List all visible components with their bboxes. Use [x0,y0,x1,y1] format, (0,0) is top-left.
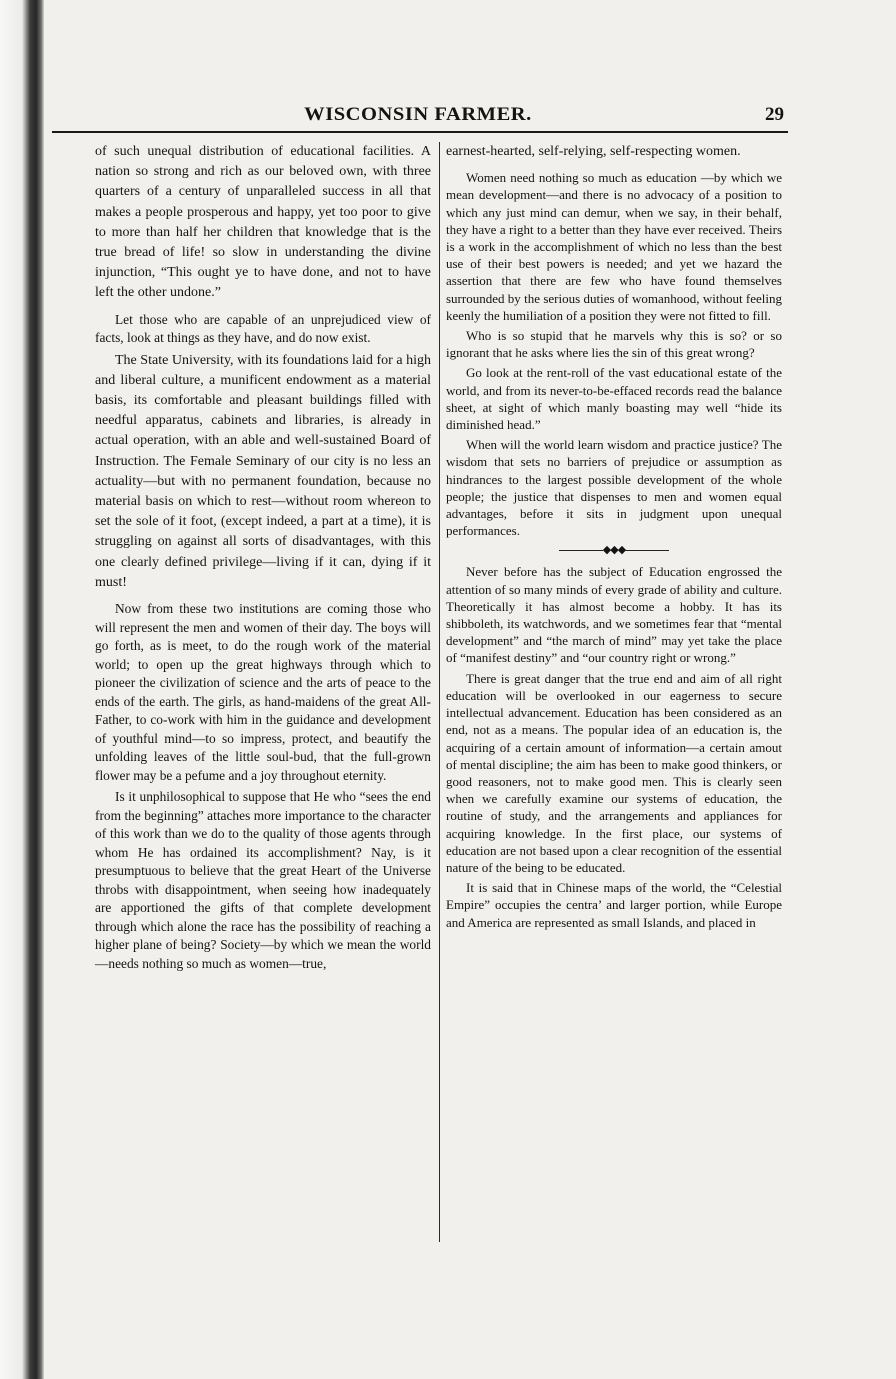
paragraph: Let those who are capable of an unprejudiced view of facts, look at things as they have, and do now exist. [95,311,431,346]
paragraph: Is it unphilosophical to suppose that He who “sees the end from the beginning” attaches more importance to the character of this work than we do to the quality of those agents through whom He has ordained its accomplishment? Nay, is it presumptuous to believe that the great Heart of the Universe throbs with disappointment, when seeing how inadequately are apportioned the gifts of that complete development through which alone the race has the possibility of reaching a higher plane of being? Society—by which we mean the world —needs nothing so much as women—true, [95,789,431,971]
journal-title: WISCONSIN FARMER. [304,104,532,125]
paragraph: The State University, with its foundations laid for a high and liberal culture, a munificent endowment as a material basis, its comfortable and pleasant buildings filled with needful apparatus, cabinets and libraries, is already in actual operation, with an able and well-sustained Board of Instruction. The Female Seminary of our city is no less an actuality—but with no permanent foundation, because no material basis on which to rest—without room whereon to set the sole of it foot, (except indeed, a part at a time), it is struggling on against all sorts of disadvantages, with this one clearly defined privilege—living if it can, dying if it must! [95,352,431,590]
section-ornament: ◆◆◆ [446,543,782,557]
paragraph: of such unequal distribution of educational facilities. A nation so strong and rich as our beloved own, with three quarters of a century of unparalleled success in all that makes a people prosperous and happy, yet too poor to give to more than half her children that knowledge that is the true bread of life! so slow in understanding the divine injunction, “This ought ye to have done, and not to have left the other undone.” [95,144,431,301]
left-column [95,142,431,976]
paragraph: Go look at the rent-roll of the vast educational estate of the world, and from its never-to-be-effaced records read the balance sheet, at sight of which manly boasting may well “hide its diminished head.” [446,365,782,433]
paragraph: When will the world learn wisdom and practice justice? The wisdom that sets no barriers of prejudice or assumption as hindrances to the largest possible development of the whole people; the justice that dispenses to men and women equal advantages, before it sits in judgment upon unequal performances. [446,437,782,539]
running-header [52,104,784,130]
page-number: 29 [765,104,784,125]
book-binding-edge [0,0,44,1379]
paragraph: Never before has the subject of Education engrossed the attention of so many minds of every grade of ability and culture. Theoretically it has almost become a hobby. It has its shibboleth, its watchwords, and we sometimes fear that “mental development” and “the march of mind” may yet take the place of “manifest destiny” and “our country right or wrong.” [446,564,782,666]
paragraph: Now from these two institutions are coming those who will represent the men and women of their day. The boys will go forth, as is meet, to do the rough work of the material world; to open up the great highways through which to pioneer the civilization of science and the arts of peace to the ends of the earth. The girls, as hand-maidens of the great All-Father, to co-work with him in the guidance and development of youthful mind—to so impress, protect, and beautify the unfolding leaves of the little soul-bud, that the full-grown flower may be a pefume and a joy throughout eternity. [95,601,431,783]
paragraph: Women need nothing so much as education —by which we mean development—and there is no advocacy of a position to which any just mind can demur, when we say, in their behalf, they have a right to a better than they have ever received. Theirs is a work in the accomplishment of which no less than the best use of their best powers is needed; and yet we hazard the assertion that there are few who have found themselves surrounded by the serious duties of womanhood, without feeling keenly the humiliation of a position they were not fitted to fill. [446,170,782,323]
paragraph: It is said that in Chinese maps of the world, the “Celestial Empire” occupies the centra’ and larger portion, while Europe and America are represented as small Islands, and placed in [446,880,782,930]
paragraph: There is great danger that the true end and aim of all right education will be overlooked in our eagerness to secure intellectual advancement. Education has been considered as an end, not as a means. The popular idea of an education is, the acquiring of a certain amount of information—a certain amout of mental discipline; the aim has been to make good thinkers, or good reasoners, not to make good men. This is clearly seen when we carefully examine our systems of education, the routine of study, and the arrangements and appliances for acquiring knowledge. In the first place, our systems of education are not based upon a clear recognition of the essential nature of the being to be educated. [446,670,782,875]
paragraph: Who is so stupid that he marvels why this is so? or so ignorant that he asks where lies the sin of this great wrong? [446,328,782,361]
paragraph: earnest-hearted, self-relying, self-respecting women. [446,144,741,159]
header-rule [52,131,788,133]
right-column [446,142,782,934]
column-divider [439,142,440,1242]
